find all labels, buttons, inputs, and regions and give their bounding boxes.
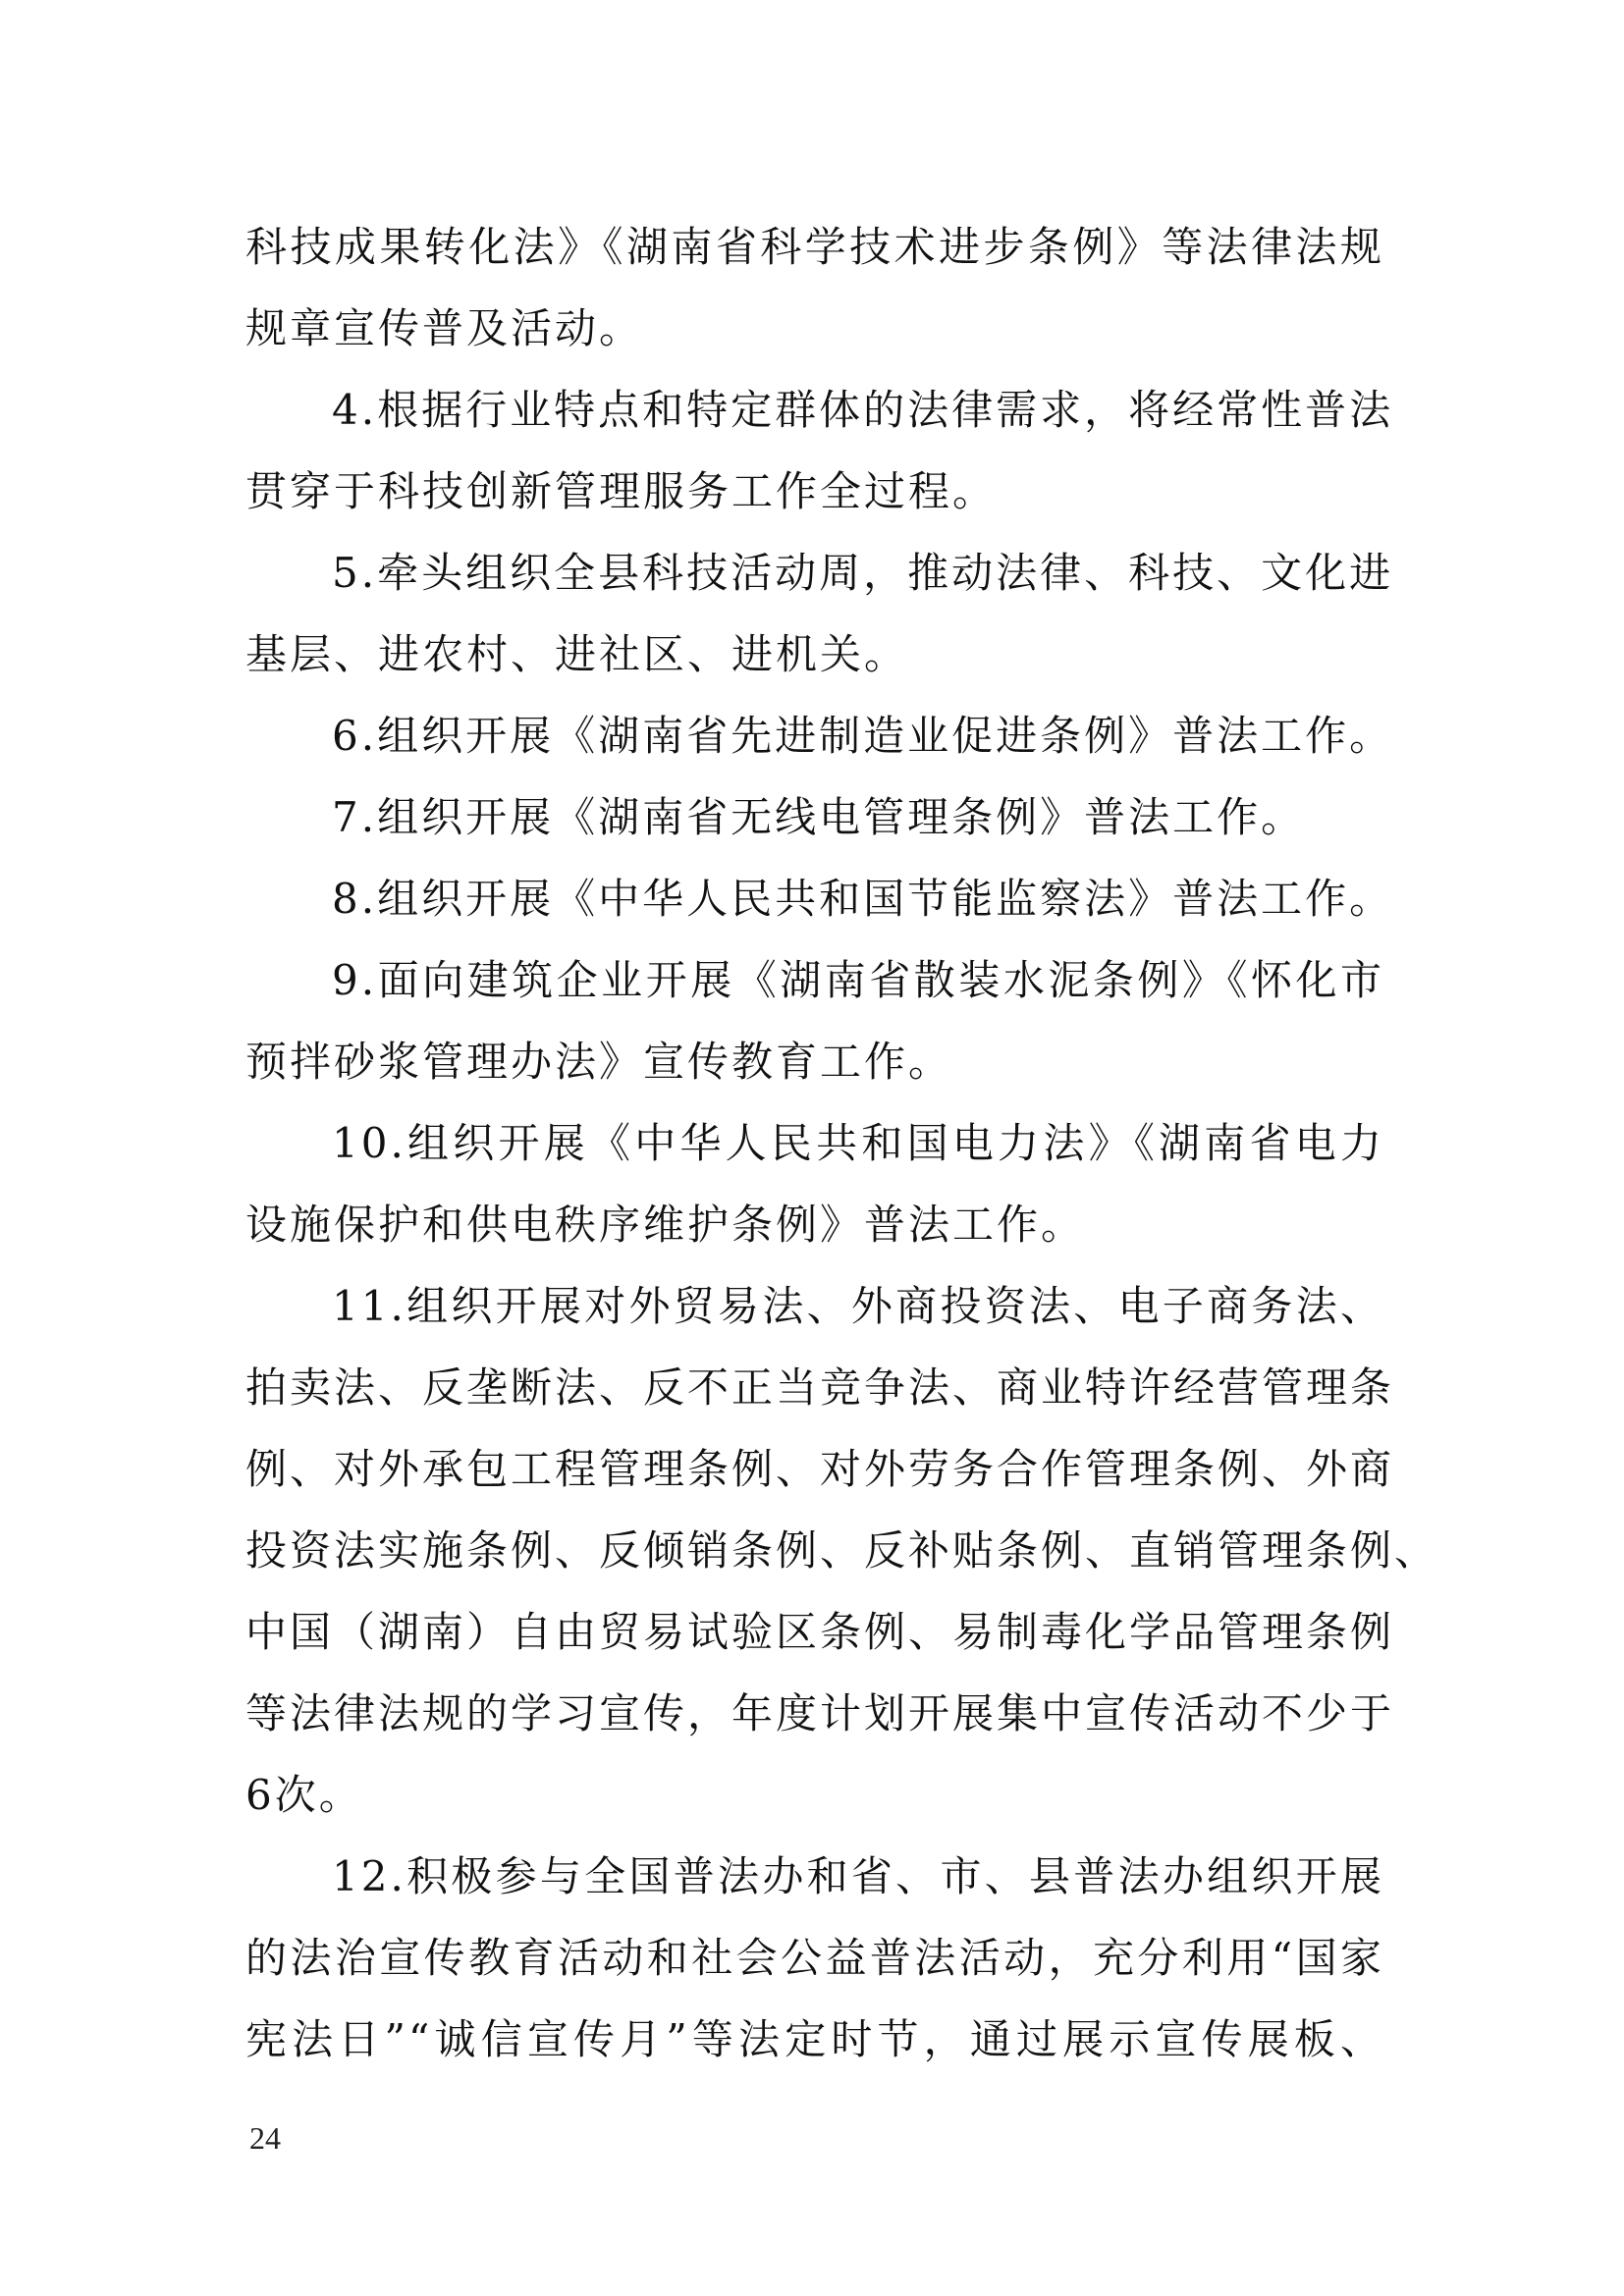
list-item-5-line-1: 5.牵头组织全县科技活动周，推动法律、科技、文化进 [332,549,1394,597]
body-text [245,206,1439,2080]
list-item-11-line-5: 中国（湖南）自由贸易试验区条例、易制毒化学品管理条例 [245,1608,1395,1656]
list-item-12-line-2: 的法治宣传教育活动和社会公益普法活动，充分利用“国家 [245,1934,1384,1982]
list-item-11-line-6: 等法律法规的学习宣传，年度计划开展集中宣传活动不少于 [245,1689,1395,1737]
text-line-2: 规章宣传普及活动。 [245,304,644,352]
text-line-1: 科技成果转化法》《湖南省科学技术进步条例》等法律法规 [245,223,1384,271]
list-item-11-line-7: 6次。 [245,1771,363,1819]
list-item-10-line-1: 10.组织开展《中华人民共和国电力法》《湖南省电力 [332,1119,1384,1167]
list-item-9-line-1: 9.面向建筑企业开展《湖南省散装水泥条例》《怀化市 [332,956,1384,1004]
list-item-11-line-4: 投资法实施条例、反倾销条例、反补贴条例、直销管理条例、 [245,1526,1439,1575]
list-item-11-line-1: 11.组织开展对外贸易法、外商投资法、电子商务法、 [332,1282,1384,1330]
list-item-7: 7.组织开展《湖南省无线电管理条例》普法工作。 [332,793,1306,841]
list-item-12-line-1: 12.积极参与全国普法办和省、市、县普法办组织开展 [332,1852,1384,1900]
list-item-11-line-3: 例、对外承包工程管理条例、对外劳务合作管理条例、外商 [245,1445,1395,1493]
list-item-9-line-2: 预拌砂浆管理办法》宣传教育工作。 [245,1038,953,1086]
list-item-4-line-1: 4.根据行业特点和特定群体的法律需求，将经常性普法 [332,386,1394,434]
list-item-12-line-3: 宪法日”“诚信宣传月”等法定时节，通过展示宣传展板、 [245,2015,1384,2063]
page-number: 24 [249,2120,281,2156]
list-item-5-line-2: 基层、进农村、进社区、进机关。 [245,630,909,678]
list-item-10-line-2: 设施保护和供电秩序维护条例》普法工作。 [245,1201,1086,1249]
list-item-11-line-2: 拍卖法、反垄断法、反不正当竞争法、商业特许经营管理条 [245,1363,1395,1412]
list-item-4-line-2: 贯穿于科技创新管理服务工作全过程。 [245,467,998,515]
list-item-6: 6.组织开展《湖南省先进制造业促进条例》普法工作。 [332,712,1394,760]
list-item-8: 8.组织开展《中华人民共和国节能监察法》普法工作。 [332,875,1394,923]
